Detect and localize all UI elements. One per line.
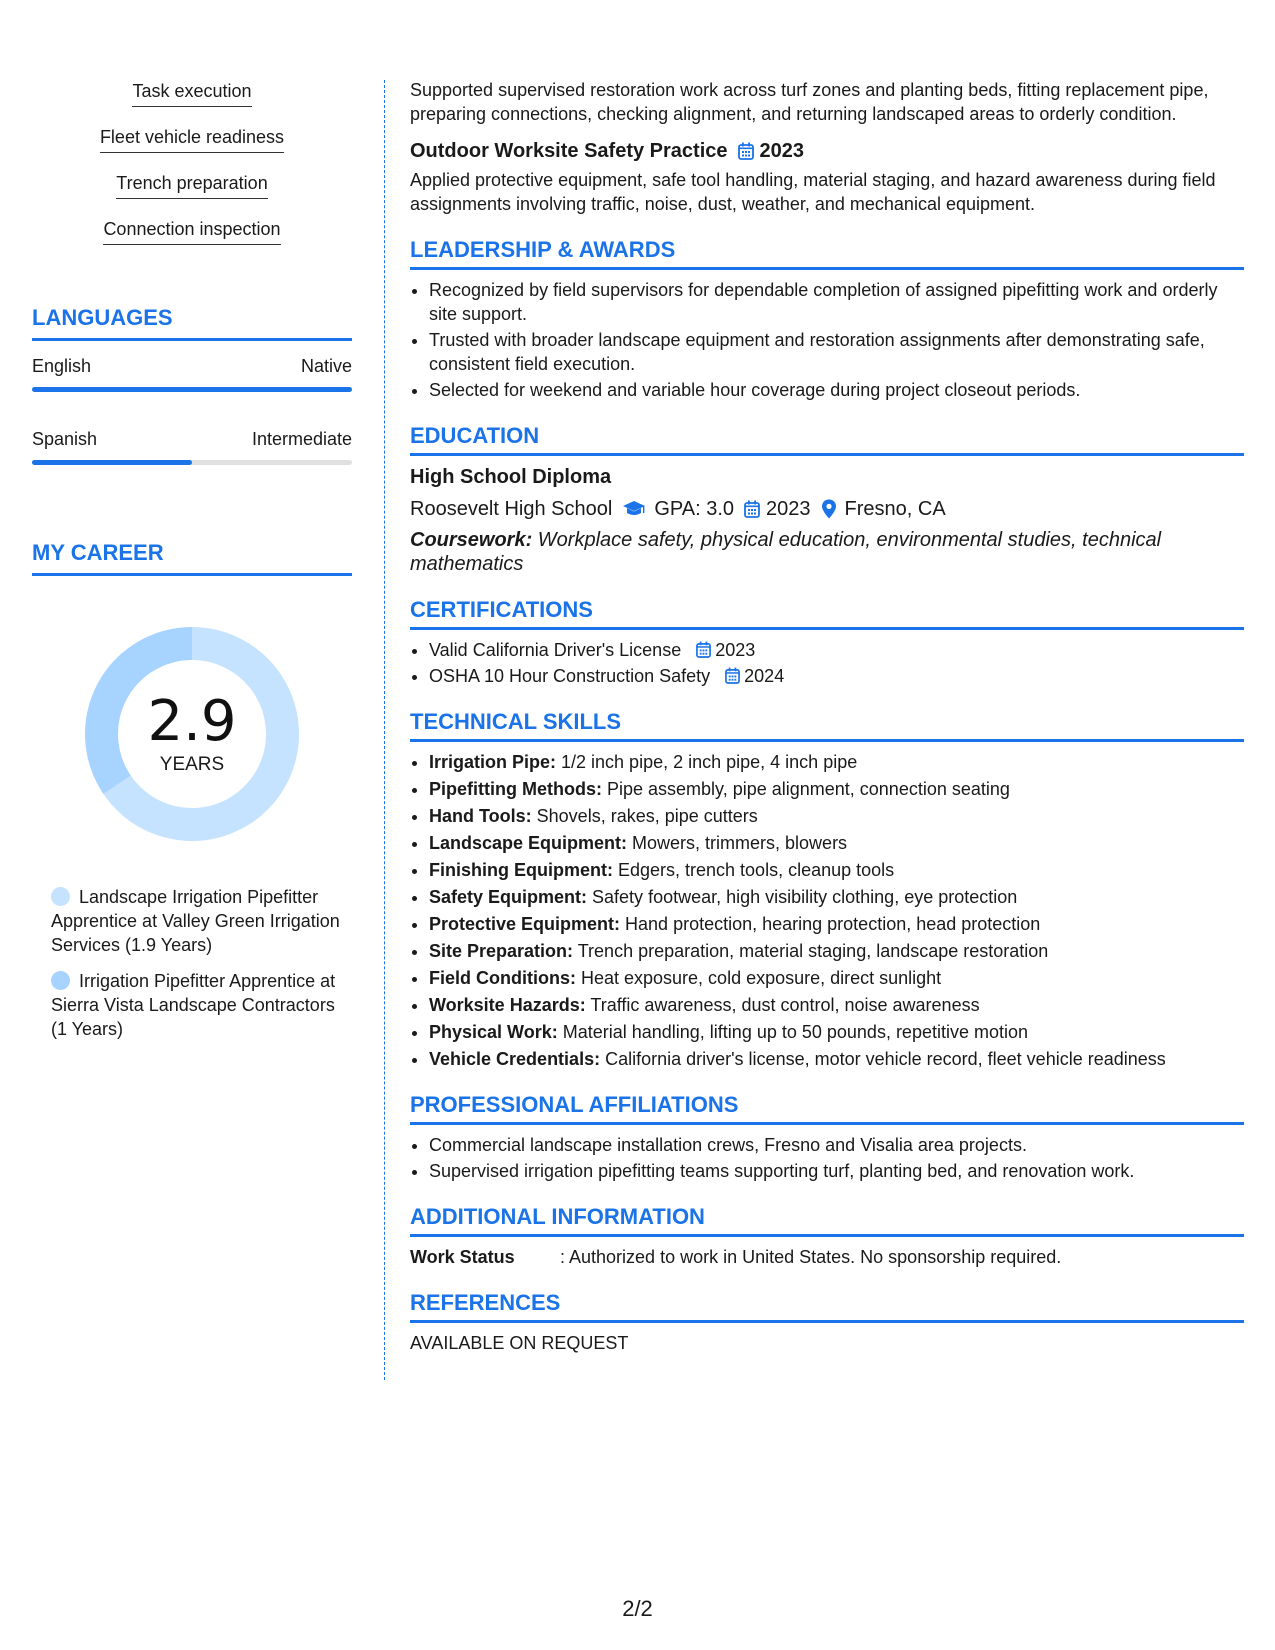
technical-skills-list — [410, 750, 1244, 1071]
education-location: Fresno, CA — [844, 498, 946, 520]
language-bar — [32, 387, 352, 392]
additional-info-title: ADDITIONAL INFORMATION — [410, 1203, 1244, 1237]
skill-label: Finishing Equipment: — [429, 860, 613, 880]
list-item — [429, 912, 1244, 936]
legend-dot-icon — [51, 971, 70, 990]
references-title: REFERENCES — [410, 1289, 1244, 1323]
skill-tag: Fleet vehicle readiness — [100, 126, 284, 153]
sidebar — [32, 80, 352, 1053]
skill-value: Trench preparation, material staging, landscape restoration — [573, 941, 1049, 961]
coursework-text: Workplace safety, physical education, environmental studies, technical mathematics — [410, 529, 1162, 575]
certification-year: 2023 — [715, 640, 756, 660]
skill-tag: Task execution — [132, 80, 251, 107]
career-legend-label: Irrigation Pipefitter Apprentice at Sierra Vista Landscape Contractors (1 Years) — [51, 971, 336, 1039]
education-gpa: GPA: 3.0 — [654, 498, 735, 520]
skill-value: 1/2 inch pipe, 2 inch pipe, 4 inch pipe — [556, 752, 858, 772]
list-item: • Trusted with broader landscape equipment and restoration assignments after demonstrating safe, consistent field execution. — [429, 328, 1244, 376]
list-item — [429, 831, 1244, 855]
list-item — [429, 777, 1244, 801]
skill-label: Field Conditions: — [429, 968, 576, 988]
coursework-label: Coursework: — [410, 529, 533, 551]
skill-value: Mowers, trimmers, blowers — [627, 833, 848, 853]
language-bar-fill — [32, 387, 352, 392]
list-item: • Recognized by field supervisors for dependable completion of assigned pipefitting work and orderly site support. — [429, 278, 1244, 326]
skill-value: Traffic awareness, dust control, noise awareness — [585, 995, 980, 1015]
skill-label: Safety Equipment: — [429, 887, 588, 907]
list-item — [429, 885, 1244, 909]
list-item — [429, 804, 1244, 828]
training-heading — [410, 138, 1244, 164]
certification-year: 2024 — [744, 666, 785, 686]
legend-dot-icon — [51, 887, 70, 906]
languages-title: LANGUAGES — [32, 304, 352, 341]
work-status-value: : Authorized to work in United States. No sponsorship required. — [560, 1247, 1062, 1267]
main-content — [410, 78, 1244, 1355]
language-name: English — [32, 356, 92, 376]
skill-label: Landscape Equipment: — [429, 833, 628, 853]
skill-tags — [32, 80, 352, 264]
list-item — [429, 966, 1244, 990]
references-text: AVAILABLE ON REQUEST — [410, 1333, 629, 1353]
column-divider — [384, 80, 385, 1380]
work-status-row — [410, 1245, 1244, 1269]
skill-label: Pipefitting Methods: — [429, 779, 602, 799]
career-title: MY CAREER — [32, 539, 352, 576]
skill-value: Edgers, trench tools, cleanup tools — [612, 860, 895, 880]
skill-label: Protective Equipment: — [429, 914, 621, 934]
education-degree: High School Diploma — [410, 466, 612, 488]
calendar-icon — [725, 667, 740, 684]
list-item — [429, 993, 1244, 1017]
calendar-icon — [696, 641, 711, 658]
career-legend-item — [51, 885, 352, 957]
calendar-icon — [738, 142, 754, 160]
graduation-cap-icon — [622, 500, 646, 518]
career-total-years: 2.9 — [147, 689, 237, 754]
list-item — [429, 858, 1244, 882]
language-level: Native — [300, 356, 352, 376]
skill-label: Worksite Hazards: — [429, 995, 586, 1015]
skill-value: Hand protection, hearing protection, head protection — [620, 914, 1041, 934]
skill-value: California driver's license, motor vehicle record, fleet vehicle readiness — [600, 1049, 1166, 1069]
list-item: • Commercial landscape installation crews, Fresno and Visalia area projects. — [429, 1133, 1244, 1157]
skill-label: Site Preparation: — [429, 941, 574, 961]
leadership-list — [410, 278, 1244, 402]
education-coursework — [410, 528, 1244, 576]
page-number: 2/2 — [622, 1596, 653, 1621]
education-year: 2023 — [766, 498, 811, 520]
list-item — [429, 939, 1244, 963]
certifications-list — [410, 638, 1244, 688]
leadership-title: LEADERSHIP & AWARDS — [410, 236, 1244, 270]
career-total-unit: YEARS — [159, 754, 225, 775]
career-legend-label: Landscape Irrigation Pipefitter Apprentice at Valley Green Irrigation Services (1.9 Years) — [51, 887, 340, 955]
skill-label: Hand Tools: — [429, 806, 532, 826]
training-title: Outdoor Worksite Safety Practice — [410, 140, 728, 162]
education-school: Roosevelt High School — [410, 498, 613, 520]
affiliations-list — [410, 1133, 1244, 1183]
skill-value: Heat exposure, cold exposure, direct sunlight — [575, 968, 942, 988]
list-item: • Supervised irrigation pipefitting teams supporting turf, planting bed, and renovation work. — [429, 1159, 1244, 1183]
career-legend — [32, 885, 352, 1041]
skill-label: Vehicle Credentials: — [429, 1049, 601, 1069]
list-item — [429, 664, 1244, 688]
technical-skills-title: TECHNICAL SKILLS — [410, 708, 1244, 742]
language-bar — [32, 460, 352, 465]
list-item: • Selected for weekend and variable hour coverage during project closeout periods. — [429, 378, 1244, 402]
certification-name: Valid California Driver's License — [429, 640, 682, 660]
location-pin-icon — [821, 499, 837, 519]
affiliations-title: PROFESSIONAL AFFILIATIONS — [410, 1091, 1244, 1125]
education-title: EDUCATION — [410, 422, 1244, 456]
language-spanish — [32, 428, 352, 465]
skill-value: Safety footwear, high visibility clothing, eye protection — [587, 887, 1018, 907]
list-item — [429, 1047, 1244, 1071]
career-legend-item — [51, 969, 352, 1041]
language-level: Intermediate — [251, 429, 352, 449]
list-item — [429, 1020, 1244, 1044]
certifications-title: CERTIFICATIONS — [410, 596, 1244, 630]
language-name: Spanish — [32, 429, 98, 449]
skill-tag: Trench preparation — [116, 172, 267, 199]
skill-tag: Connection inspection — [103, 218, 280, 245]
calendar-icon — [744, 500, 760, 518]
skill-label: Physical Work: — [429, 1022, 558, 1042]
language-english — [32, 355, 352, 392]
list-item — [429, 638, 1244, 662]
training-description: Applied protective equipment, safe tool handling, material staging, and hazard awareness during field assignments involving traffic, noise, dust, weather, and mechanical equipment. — [410, 170, 1216, 214]
intro-paragraph: Supported supervised restoration work across turf zones and planting beds, fitting replacement pipe, preparing connections, checking alignment, and returning landscaped areas to orderly condition. — [410, 80, 1209, 124]
skill-label: Irrigation Pipe: — [429, 752, 557, 772]
language-bar-fill — [32, 460, 192, 465]
training-year: 2023 — [759, 140, 804, 162]
education-details — [410, 496, 1244, 522]
skill-value: Shovels, rakes, pipe cutters — [531, 806, 758, 826]
list-item — [429, 750, 1244, 774]
career-donut-chart — [79, 621, 305, 847]
skill-value: Material handling, lifting up to 50 pounds, repetitive motion — [557, 1022, 1029, 1042]
skill-value: Pipe assembly, pipe alignment, connection seating — [601, 779, 1010, 799]
certification-name: OSHA 10 Hour Construction Safety — [429, 666, 711, 686]
work-status-label: Work Status — [410, 1247, 515, 1267]
